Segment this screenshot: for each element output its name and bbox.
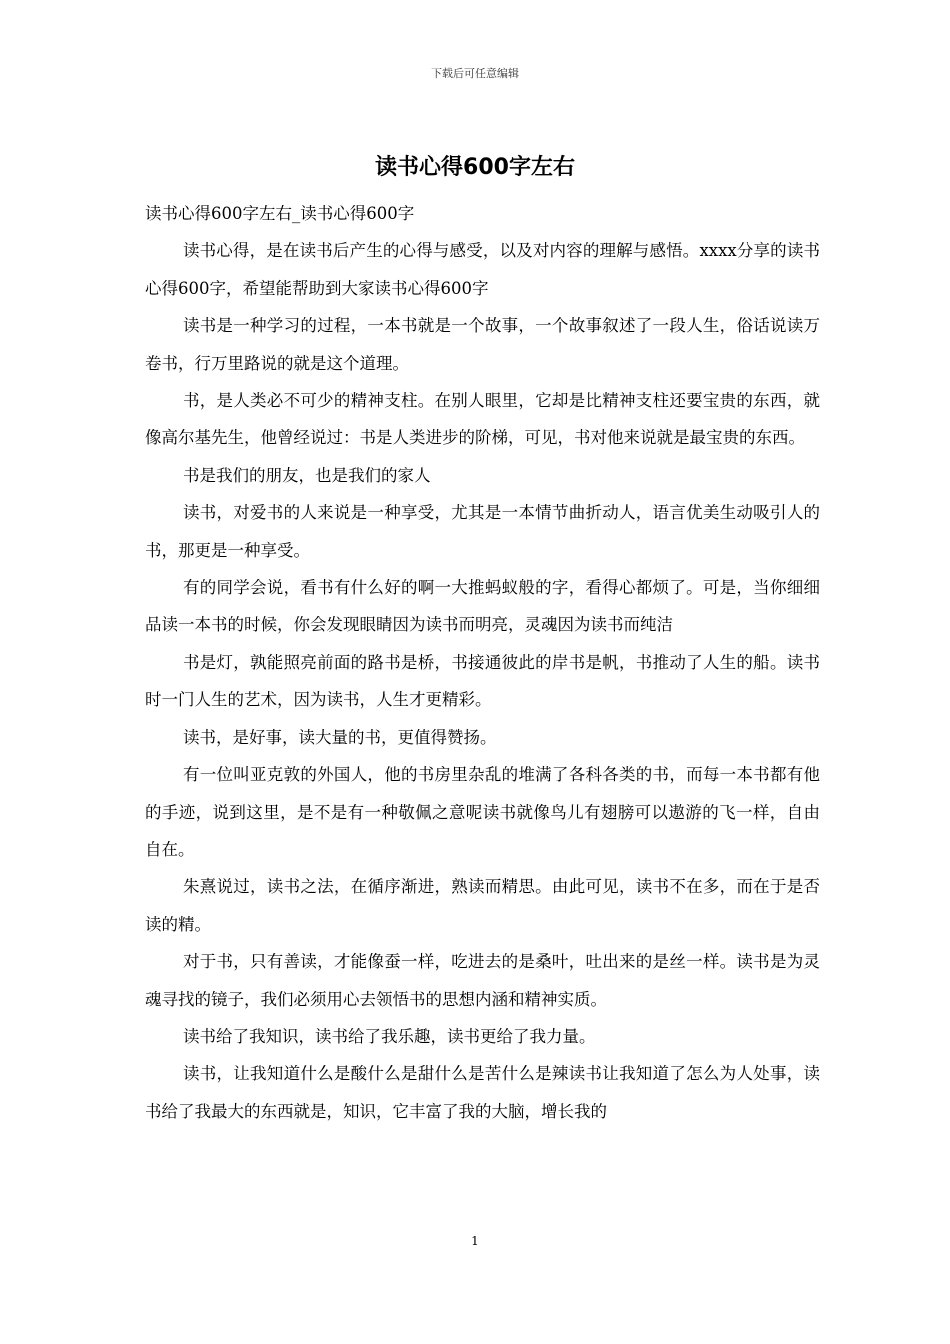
paragraph: 有的同学会说，看书有什么好的啊一大推蚂蚁般的字，看得心都烦了。可是，当你细细品读一本书的时候，你会发现眼睛因为读书而明亮，灵魂因为读书而纯洁 <box>145 578 820 635</box>
paragraph: 读书心得，是在读书后产生的心得与感受，以及对内容的理解与感悟。xxxx分享的读书心得600字，希望能帮助到大家读书心得600字 <box>145 241 820 298</box>
page-header-note: 下载后可任意编辑 <box>431 67 519 80</box>
document-title: 读书心得600字左右 <box>375 155 575 180</box>
paragraph: 读书，对爱书的人来说是一种享受，尤其是一本情节曲折动人，语言优美生动吸引人的书，那更是一种享受。 <box>145 503 820 560</box>
paragraph: 读书，是好事，读大量的书，更值得赞扬。 <box>182 727 497 747</box>
document-subtitle: 读书心得600字左右_读书心得600字 <box>145 204 415 223</box>
paragraph: 读书是一种学习的过程，一本书就是一个故事，一个故事叙述了一段人生，俗话说读万卷书，行万里路说的就是这个道理。 <box>145 316 820 373</box>
paragraph: 书，是人类必不可少的精神支柱。在别人眼里，它却是比精神支柱还要宝贵的东西，就像高尔基先生，他曾经说过：书是人类进步的阶梯，可见，书对他来说就是最宝贵的东西。 <box>145 391 820 448</box>
paragraph: 书是灯，孰能照亮前面的路书是桥，书接通彼此的岸书是帆，书推动了人生的船。读书时一门人生的艺术，因为读书，人生才更精彩。 <box>145 652 820 710</box>
paragraph: 读书给了我知识，读书给了我乐趣，读书更给了我力量。 <box>182 1026 596 1046</box>
paragraph: 书是我们的朋友，也是我们的家人 <box>182 465 431 485</box>
paragraph: 对于书，只有善读，才能像蚕一样，吃进去的是桑叶，吐出来的是丝一样。读书是为灵魂寻找的镜子，我们必须用心去领悟书的思想内涵和精神实质。 <box>145 952 820 1009</box>
paragraph: 有一位叫亚克敦的外国人，他的书房里杂乱的堆满了各科各类的书，而每一本书都有他的手迹，说到这里，是不是有一种敬佩之意呢读书就像鸟儿有翅膀可以遨游的飞一样，自由自在。 <box>145 765 820 859</box>
document-body <box>145 195 820 1130</box>
paragraph: 朱熹说过，读书之法，在循序渐进，熟读而精思。由此可见，读书不在多，而在于是否读的精。 <box>145 877 820 934</box>
page-number: 1 <box>471 1234 479 1248</box>
paragraph: 读书，让我知道什么是酸什么是甜什么是苦什么是辣读书让我知道了怎么为人处事，读书给了我最大的东西就是，知识，它丰富了我的大脑，增长我的 <box>145 1064 820 1121</box>
